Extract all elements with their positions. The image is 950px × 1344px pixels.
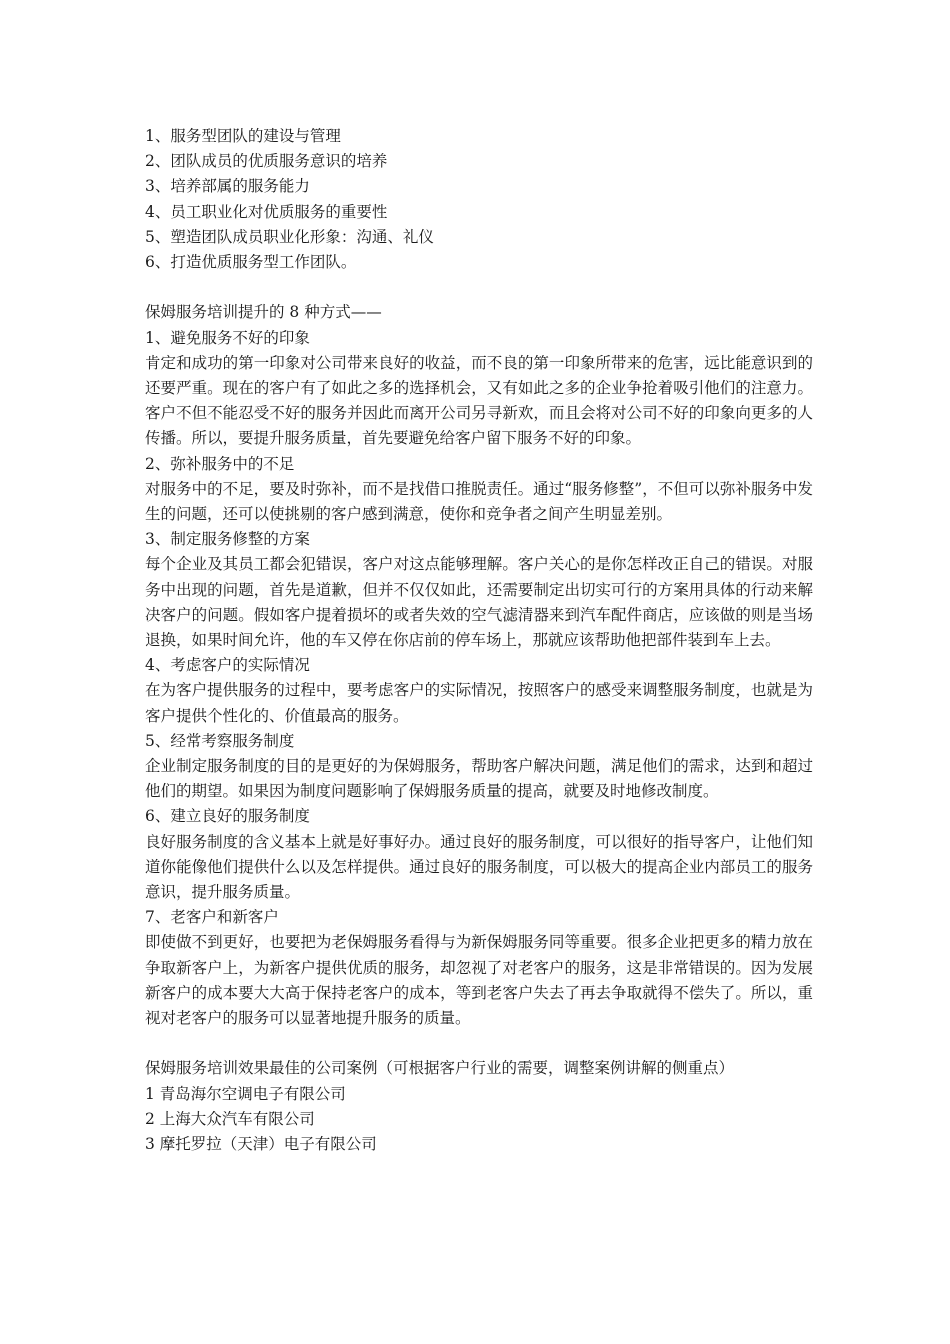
case-item: 2 上海大众汽车有限公司 bbox=[145, 1109, 315, 1128]
method-body: 即使做不到更好，也要把为老保姆服务看得与为新保姆服务同等重要。很多企业把更多的精力放在争取新客户上，为新客户提供优质的服务，却忽视了对老客户的服务，这是非常错误的。因为发展新客户的成本要大大高于保持老客户的成本，等到老客户失去了再去争取就得不偿失了。所以，重视对老客户的服务可以显著地提升服务的质量。 bbox=[145, 933, 813, 1028]
method-body: 在为客户提供服务的过程中，要考虑客户的实际情况，按照客户的感受来调整服务制度，也就是为客户提供个性化的、价值最高的服务。 bbox=[145, 681, 813, 725]
method-title: 7、老客户和新客户 bbox=[145, 908, 279, 927]
method-title: 3、制定服务修整的方案 bbox=[145, 530, 310, 549]
methods-heading: 保姆服务培训提升的 8 种方式—— bbox=[145, 303, 382, 322]
method-title: 2、弥补服务中的不足 bbox=[145, 454, 295, 473]
method-title: 1、避免服务不好的印象 bbox=[145, 328, 310, 347]
list-item: 5、塑造团队成员职业化形象：沟通、礼仪 bbox=[145, 227, 434, 246]
method-body: 良好服务制度的含义基本上就是好事好办。通过良好的服务制度，可以很好的指导客户，让他们知道你能像他们提供什么以及怎样提供。通过良好的服务制度，可以极大的提高企业内部员工的服务意识，提升服务质量。 bbox=[145, 832, 813, 902]
list-item: 1、服务型团队的建设与管理 bbox=[145, 127, 341, 145]
cases-heading: 保姆服务培训效果最佳的公司案例（可根据客户行业的需要，调整案例讲解的侧重点） bbox=[145, 1059, 735, 1078]
method-title: 6、建立良好的服务制度 bbox=[145, 807, 310, 826]
list-item: 3、培养部属的服务能力 bbox=[145, 177, 310, 196]
method-body: 每个企业及其员工都会犯错误，客户对这点能够理解。客户关心的是你怎样改正自己的错误。对服务中出现的问题，首先是道歉，但并不仅仅如此，还需要制定出切实可行的方案用具体的行动来解决客户的问题。假如客户提着损坏的或者失效的空气滤清器来到汽车配件商店，应该做的则是当场退换，如果时间允许，他的车又停在你店前的停车场上，那就应该帮助他把部件装到车上去。 bbox=[145, 555, 813, 650]
method-body: 对服务中的不足，要及时弥补，而不是找借口推脱责任。通过“服务修整”，不但可以弥补服务中发生的问题，还可以使挑剔的客户感到满意，使你和竞争者之间产生明显差别。 bbox=[145, 479, 813, 524]
method-body: 肯定和成功的第一印象对公司带来良好的收益，而不良的第一印象所带来的危害，远比能意识到的还要严重。现在的客户有了如此之多的选择机会，又有如此之多的企业争抢着吸引他们的注意力。客户不但不能忍受不好的服务并因此而离开公司另寻新欢，而且会将对公司不好的印象向更多的人传播。所以，要提升服务质量，首先要避免给客户留下服务不好的印象。 bbox=[145, 353, 813, 448]
case-item: 3 摩托罗拉（天津）电子有限公司 bbox=[145, 1135, 377, 1154]
method-title: 4、考虑客户的实际情况 bbox=[145, 656, 310, 675]
case-item: 1 青岛海尔空调电子有限公司 bbox=[145, 1084, 346, 1103]
document-page bbox=[145, 124, 813, 1157]
method-title: 5、经常考察服务制度 bbox=[145, 731, 295, 750]
list-item: 4、员工职业化对优质服务的重要性 bbox=[145, 202, 388, 221]
method-body: 企业制定服务制度的目的是更好的为保姆服务，帮助客户解决问题，满足他们的需求，达到和超过他们的期望。如果因为制度问题影响了保姆服务质量的提高，就要及时地修改制度。 bbox=[145, 757, 813, 801]
list-item: 6、打造优质服务型工作团队。 bbox=[145, 253, 357, 272]
spacer bbox=[145, 1031, 813, 1056]
list-item: 2、团队成员的优质服务意识的培养 bbox=[145, 152, 388, 171]
spacer bbox=[145, 275, 813, 300]
